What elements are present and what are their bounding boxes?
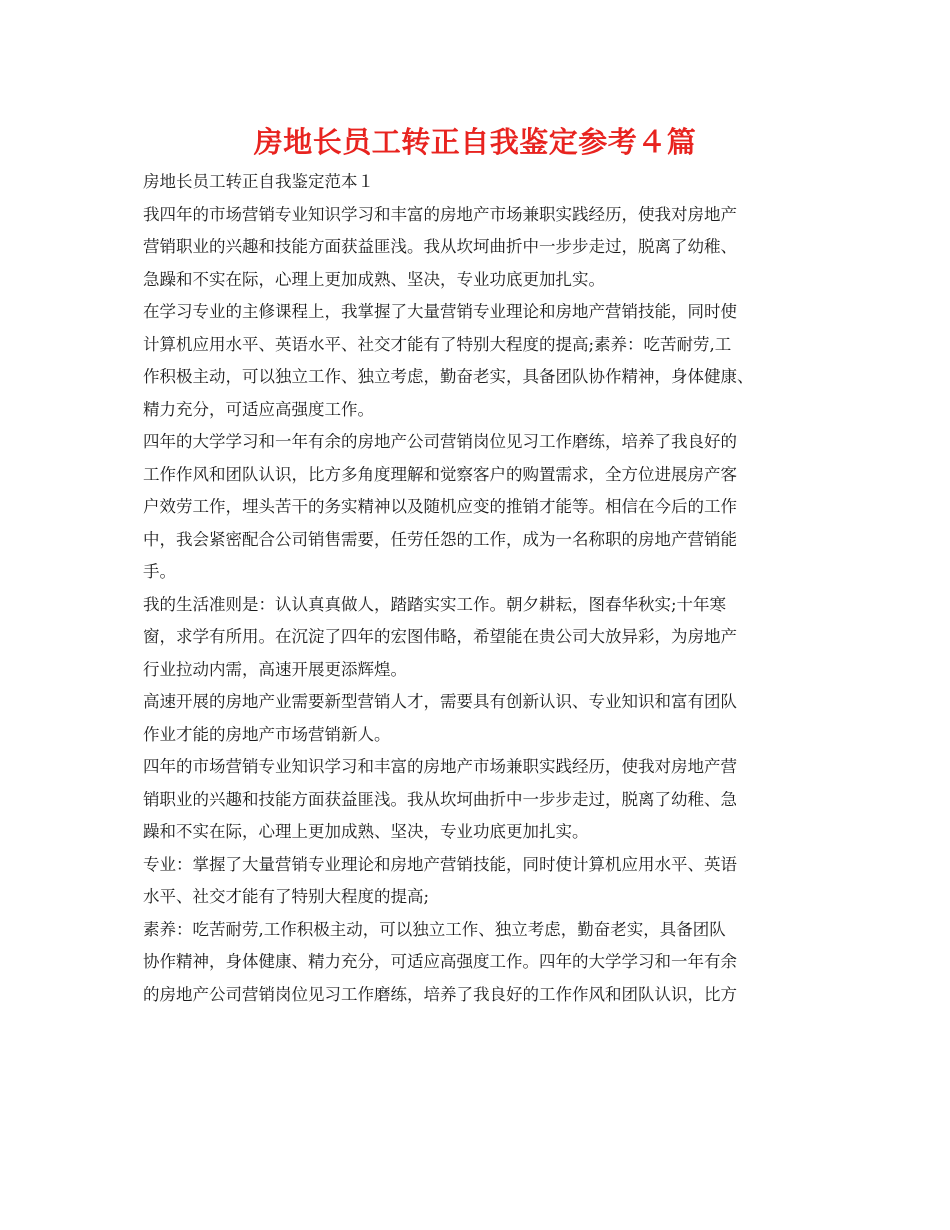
text-line: 作业才能的房地产市场营销新人。: [143, 724, 391, 744]
text-line: 高速开展的房地产业需要新型营销人才，需要具有创新认识、专业知识和富有团队: [143, 692, 737, 711]
text-line: 的房地产公司营销岗位见习工作磨练，培养了我良好的工作作风和团队认识，比方: [143, 984, 737, 1004]
text-line: 四年的市场营销专业知识学习和丰富的房地产市场兼职实践经历，使我对房地产营: [143, 757, 737, 776]
text-line: 作积极主动，可以独立工作、独立考虑，勤奋老实，具备团队协作精神，身体健康、: [143, 367, 754, 386]
document-body: [143, 166, 825, 1011]
text-line: 躁和不实在际，心理上更加成熟、坚决，专业功底更加扎实。: [143, 822, 589, 841]
text-line: 手。: [143, 562, 176, 581]
text-line: 窗，求学有所用。在沉淀了四年的宏图伟略，希望能在贵公司大放异彩，为房地产: [143, 627, 737, 646]
text-line: 素养：吃苦耐劳,工作积极主动，可以独立工作、独立考虑，勤奋老实，具备团队: [143, 919, 726, 939]
document-title: 房地长员工转正自我鉴定参考４篇: [253, 125, 697, 159]
text-line: 急躁和不实在际，心理上更加成熟、坚决，专业功底更加扎实。: [143, 269, 605, 289]
text-line: 中，我会紧密配合公司销售需要，任劳任怨的工作，成为一名称职的房地产营销能: [143, 529, 737, 549]
text-line: 在学习专业的主修课程上，我掌握了大量营销专业理论和房地产营销技能，同时使: [143, 302, 737, 321]
text-line: 协作精神，身体健康、精力充分，可适应高强度工作。四年的大学学习和一年有余: [143, 952, 737, 971]
text-line: 营销职业的兴趣和技能方面获益匪浅。我从坎坷曲折中一步步走过，脱离了幼稚、: [143, 237, 737, 256]
text-line: 水平、社交才能有了特别大程度的提高;: [143, 887, 430, 906]
section-heading: 房地长员工转正自我鉴定范本１: [143, 172, 374, 191]
text-line: 四年的大学学习和一年有余的房地产公司营销岗位见习工作磨练，培养了我良好的: [143, 432, 737, 451]
text-line: 专业：掌握了大量营销专业理论和房地产营销技能，同时使计算机应用水平、英语: [143, 854, 737, 874]
text-line: 我的生活准则是：认认真真做人，踏踏实实工作。朝夕耕耘，图春华秋实;十年寒: [143, 594, 727, 614]
text-line: 户效劳工作，埋头苦干的务实精神以及随机应变的推销才能等。相信在今后的工作: [143, 497, 737, 516]
text-line: 销职业的兴趣和技能方面获益匪浅。我从坎坷曲折中一步步走过，脱离了幼稚、急: [143, 789, 737, 809]
text-line: 行业拉动内需，高速开展更添辉煌。: [143, 659, 407, 679]
text-line: 工作作风和团队认识，比方多角度理解和觉察客户的购置需求，全方位进展房产客: [143, 464, 737, 484]
text-line: 我四年的市场营销专业知识学习和丰富的房地产市场兼职实践经历，使我对房地产: [143, 204, 737, 224]
text-line: 精力充分，可适应高强度工作。: [143, 399, 374, 419]
text-line: 计算机应用水平、英语水平、社交才能有了特别大程度的提高;素养：吃苦耐劳,工: [143, 334, 732, 354]
